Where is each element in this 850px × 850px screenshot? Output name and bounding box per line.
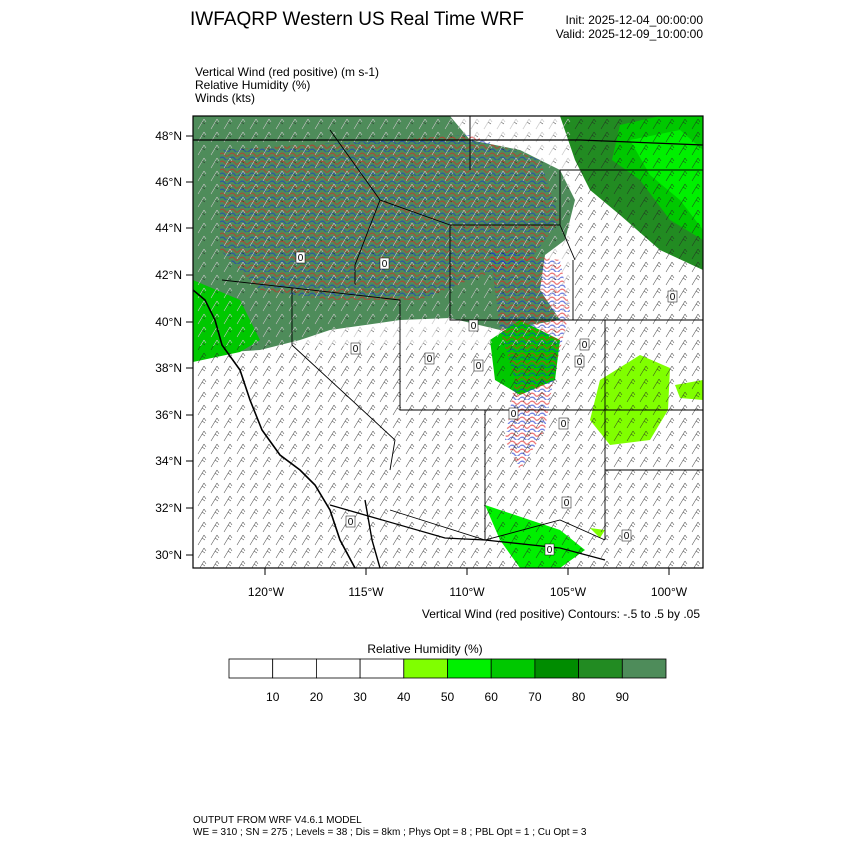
lat-axis xyxy=(186,136,193,555)
page-title: IWFAQRP Western US Real Time WRF xyxy=(190,9,524,30)
lon-label: 105°W xyxy=(549,585,587,599)
lon-label: 120°W xyxy=(247,585,285,599)
footer-model: OUTPUT FROM WRF V4.6.1 MODEL xyxy=(193,815,362,826)
lon-label: 115°W xyxy=(348,585,384,599)
lat-label: 34°N xyxy=(155,454,182,468)
colorbar-label: 60 xyxy=(484,690,498,704)
contour-label: 0 xyxy=(563,498,570,509)
colorbar-box xyxy=(273,659,317,678)
contour-label: 0 xyxy=(510,409,517,420)
contour-label: 0 xyxy=(381,259,388,270)
contour-label: 0 xyxy=(546,545,553,556)
contour-label: 0 xyxy=(297,253,304,264)
field-label-relative-humidity: Relative Humidity (%) xyxy=(195,78,311,92)
init-time: Init: 2025-12-04_00:00:00 xyxy=(565,13,703,27)
colorbar-label: 30 xyxy=(353,690,367,704)
contour-label: 0 xyxy=(352,344,359,355)
colorbar-box xyxy=(491,659,535,678)
colorbar-box xyxy=(579,659,623,678)
contour-label: 0 xyxy=(475,361,482,372)
colorbar-label: 80 xyxy=(571,690,586,704)
colorbar-box xyxy=(535,659,579,678)
contour-label: 0 xyxy=(347,517,354,528)
lon-label: 110°W xyxy=(449,585,485,599)
contour-label: 0 xyxy=(581,340,588,351)
colorbar-box xyxy=(229,659,273,678)
colorbar-title: Relative Humidity (%) xyxy=(367,642,483,656)
colorbar-box xyxy=(622,659,666,678)
colorbar-label: 50 xyxy=(440,690,455,704)
colorbar-label: 90 xyxy=(615,690,629,704)
lat-label: 38°N xyxy=(155,361,182,375)
contour-label: 0 xyxy=(669,292,676,303)
lat-label: 30°N xyxy=(155,548,182,562)
colorbar-label: 20 xyxy=(309,690,324,704)
field-label-vertical-wind: Vertical Wind (red positive) (m s-1) xyxy=(195,65,380,79)
lon-axis xyxy=(265,568,669,575)
colorbar-box xyxy=(316,659,360,678)
colorbar-label: 40 xyxy=(397,690,411,704)
colorbar-box xyxy=(448,659,492,678)
rh-colorbar xyxy=(229,659,666,678)
lon-label: 100°W xyxy=(650,585,688,599)
contour-note: Vertical Wind (red positive) Contours: -.5 to .5 by .05 xyxy=(421,607,700,621)
colorbar-label: 70 xyxy=(528,690,542,704)
lat-label: 46°N xyxy=(155,175,182,189)
colorbar-box xyxy=(360,659,404,678)
contour-label: 0 xyxy=(470,321,477,332)
contour-label: 0 xyxy=(426,354,433,365)
colorbar-box xyxy=(404,659,448,678)
contour-label: 0 xyxy=(576,357,583,368)
contour-label: 0 xyxy=(623,531,630,542)
footer-settings: WE = 310 ; SN = 275 ; Levels = 38 ; Dis = 8km ; Phys Opt = 8 ; PBL Opt = 1 ; Cu Opt = 3 xyxy=(193,827,587,838)
lat-label: 48°N xyxy=(155,129,182,143)
contour-label: 0 xyxy=(560,419,567,430)
valid-time: Valid: 2025-12-09_10:00:00 xyxy=(555,27,703,41)
lat-label: 36°N xyxy=(155,408,182,422)
lat-label: 42°N xyxy=(155,268,182,282)
lat-label: 40°N xyxy=(155,315,182,329)
map-area xyxy=(193,116,703,568)
colorbar-label: 10 xyxy=(266,690,280,704)
lat-label: 32°N xyxy=(155,501,182,515)
field-label-winds: Winds (kts) xyxy=(195,91,255,105)
lat-label: 44°N xyxy=(155,221,182,235)
